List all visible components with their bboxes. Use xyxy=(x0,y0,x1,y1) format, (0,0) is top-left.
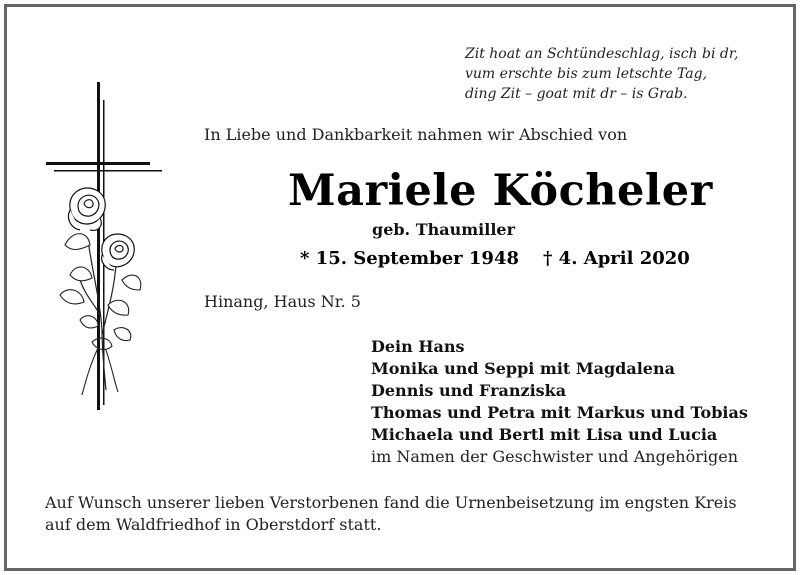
motto-line: Zit hoat an Schtündeschlag, isch bi dr, xyxy=(465,46,739,62)
intro-text: In Liebe und Dankbarkeit nahmen wir Abschied von xyxy=(204,125,628,144)
mourner-item: Thomas und Petra mit Markus und Tobias xyxy=(371,403,748,422)
motto-line: vum erschte bis zum letschte Tag, xyxy=(465,66,708,82)
mourner-item: Dein Hans xyxy=(371,337,465,356)
maiden-name: geb. Thaumiller xyxy=(372,220,516,239)
footer-note xyxy=(45,492,737,536)
mourner-item: Monika und Seppi mit Magdalena xyxy=(371,359,675,378)
footer-line: Auf Wunsch unserer lieben Verstorbenen fand die Urnenbeisetzung im engsten Kreis xyxy=(45,493,737,512)
life-dates xyxy=(300,248,690,269)
residence: Hinang, Haus Nr. 5 xyxy=(204,292,361,311)
footer-line: auf dem Waldfriedhof in Oberstdorf statt. xyxy=(45,515,382,534)
mourners-closing: im Namen der Geschwister und Angehörigen xyxy=(371,447,738,466)
deceased-name: Mariele Köcheler xyxy=(288,166,713,216)
death-date: † 4. April 2020 xyxy=(543,248,690,269)
mourner-item: Michaela und Bertl mit Lisa und Lucia xyxy=(371,425,718,444)
cross-with-roses-icon xyxy=(40,80,170,424)
mourner-item: Dennis und Franziska xyxy=(371,381,567,400)
motto-line: ding Zit – goat mit dr – is Grab. xyxy=(465,86,688,102)
birth-date: * 15. September 1948 xyxy=(300,248,519,269)
mourners-list xyxy=(371,336,748,468)
motto-verse xyxy=(465,44,775,104)
